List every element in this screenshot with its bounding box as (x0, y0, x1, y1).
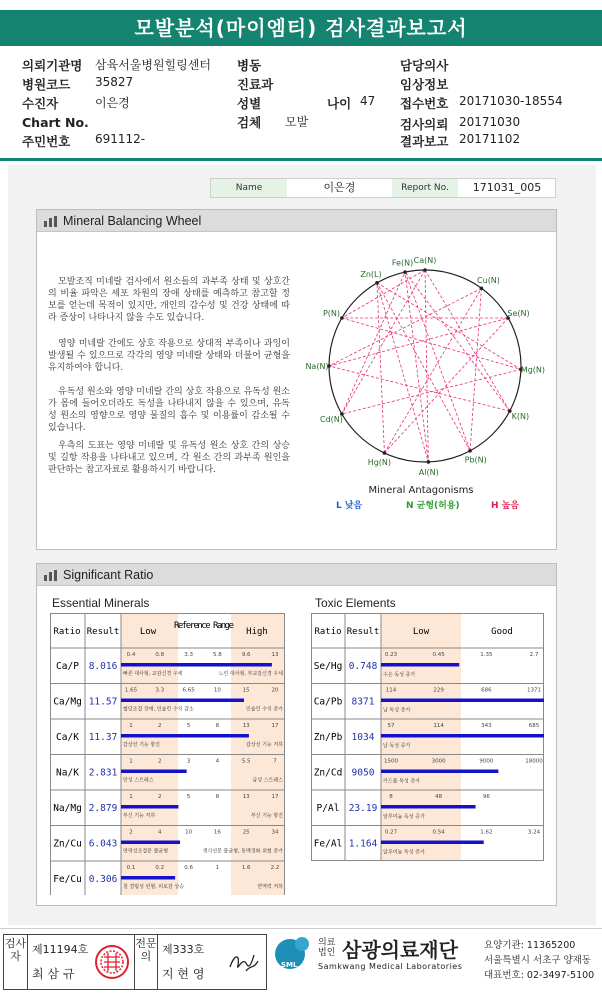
header-value-2: 이은경 (95, 96, 130, 110)
inspector-name: 최 삼 규 (32, 967, 75, 981)
age-value: 47 (360, 94, 376, 108)
mineral-wheel (300, 248, 550, 518)
range-tick: 5 (186, 794, 191, 800)
name-value: 이은경 (323, 181, 356, 194)
range-tick: 1 (129, 794, 133, 800)
header3-value-3: 20171030 (459, 115, 521, 129)
range-tick: 9.6 (241, 652, 251, 658)
col-header: Result (346, 627, 380, 637)
ratio-result: 2.831 (88, 767, 118, 779)
header-label-2: 수진자 (22, 96, 59, 111)
sml-logo-icon (272, 934, 316, 978)
inspector-label: 검사자 (4, 935, 28, 989)
wheel-element-label: Pb(N) (464, 455, 487, 465)
col-header: Good (491, 627, 513, 637)
range-tick: 0.45 (432, 652, 445, 658)
range-tick: 1.65 (124, 687, 138, 694)
range-tick: 9000 (479, 758, 494, 765)
range-tick: 0.1 (126, 865, 136, 871)
ratio-result: 0.306 (88, 874, 118, 885)
col-header: Ratio (314, 627, 342, 637)
range-tick: 2.2 (270, 865, 280, 871)
wheel-node (403, 270, 407, 274)
header2-label-1: 진료과 (237, 77, 274, 92)
wheel-node (468, 449, 472, 453)
result-bar (381, 805, 476, 809)
ratio-name: Se/Hg (313, 661, 343, 672)
wheel-element-label: Cd(N) (320, 415, 343, 424)
low-note: 알루미늄 독성 증가 (383, 814, 425, 820)
result-bar (121, 770, 187, 774)
wheel-node (480, 287, 484, 291)
org-info (484, 938, 602, 983)
range-tick: 1 (129, 758, 133, 765)
ratio-result: 8.016 (88, 661, 118, 672)
header3-label-4: 결과보고 (400, 134, 449, 149)
header3-label-1: 임상정보 (400, 77, 449, 92)
col-header: High (246, 627, 268, 637)
range-tick: 13 (271, 652, 279, 658)
ratio-result: 6.043 (88, 838, 118, 850)
ratio-result: 9050 (351, 767, 375, 779)
wheel-element-label: Fe(N) (391, 258, 414, 268)
ratio-result: 11.57 (88, 696, 118, 708)
wheel-paragraph: 유독성 원소와 영양 미네랄 간의 상호 작용으로 유독성 원소가 몸에 들어오더라도 독성을 나타내지 않을 수 있으며, 유독성 원소의 영향으로 영양 물질의 흡수 및 이용률이 감소될 수 있습니다. (48, 387, 290, 433)
range-tick: 8 (215, 794, 220, 800)
org-english-name: Samkwang Medical Laboratories (318, 962, 463, 971)
low-note: 카드뮴 독성 증가 (383, 778, 420, 785)
wheel-node (340, 316, 344, 320)
report-no-value: 171031_005 (472, 181, 542, 194)
ratio-result: 0.748 (348, 661, 378, 672)
signature-box (3, 934, 267, 990)
ratio-name: Ca/K (56, 732, 79, 743)
wheel-element-label: Ca(N) (413, 256, 437, 265)
header-label-1: 병원코드 (22, 77, 71, 92)
ratio-name: Zn/Cd (313, 767, 343, 779)
range-tick: 13 (242, 723, 250, 729)
range-tick: 8 (389, 794, 393, 800)
range-tick: 3000 (431, 758, 446, 765)
low-note: 갑상선 기능 항진 (123, 742, 160, 748)
toxic-title: Toxic Elements (315, 596, 396, 610)
header-value-0: 삼육서울병원힐링센터 (95, 58, 211, 72)
wheel-element-label: Se(N) (507, 309, 530, 318)
range-tick: 3.3 (155, 687, 165, 694)
name-label: Name (211, 179, 287, 197)
range-tick: 343 (481, 723, 492, 729)
range-tick: 0.23 (384, 652, 398, 658)
ratio-section-header (37, 564, 556, 586)
result-bar (121, 663, 272, 667)
org-info-line: 요양기관: 11365200 (484, 940, 576, 951)
range-tick: 3.24 (527, 829, 541, 836)
range-tick: 1371 (527, 687, 541, 694)
logo-text: SML (281, 961, 298, 969)
range-tick: 3.3 (184, 652, 193, 658)
wheel-element-label: Hg(N) (367, 458, 392, 468)
col-header: Low (412, 627, 430, 637)
range-tick: 114 (385, 687, 397, 694)
inspector-number: 제11194호 (32, 943, 89, 956)
specialist-name: 지 현 영 (162, 967, 205, 981)
age-label: 나이 (327, 96, 352, 111)
low-note: 납 독성 증가 (383, 743, 411, 749)
ratio-name: Fe/Cu (53, 874, 82, 885)
wheel-node (383, 451, 387, 455)
header-value-4: 691112- (95, 132, 146, 146)
wheel-node (423, 268, 427, 272)
ratio-result: 1034 (351, 732, 375, 743)
org-name: 삼광의료재단 (342, 938, 458, 962)
low-note: 철 결핍성 빈혈, 피로감 상승 (123, 884, 185, 890)
range-tick: 1500 (384, 758, 398, 765)
range-tick: 5.5 (241, 758, 251, 765)
essential-minerals-table (50, 613, 285, 895)
high-note: 부신 기능 항진 (250, 813, 283, 819)
footer-divider (0, 928, 602, 929)
range-tick: 2 (158, 723, 162, 729)
ratio-result: 8371 (351, 696, 375, 708)
toxic-elements-table (311, 613, 544, 895)
specialist-label: 전문의 (134, 935, 158, 989)
range-tick: 7 (273, 758, 277, 765)
result-bar (121, 841, 180, 845)
ratio-result: 2.879 (88, 803, 118, 814)
ratio-name: Ca/P (56, 661, 79, 672)
low-note: 납 독성 증가 (383, 707, 411, 714)
wheel-element-label: Mg(N) (520, 365, 546, 375)
header-label-0: 의뢰기관명 (22, 58, 83, 73)
range-tick: 0.54 (432, 829, 445, 836)
range-tick: 10 (213, 687, 221, 694)
wheel-caption: Mineral Antagonisms (368, 485, 474, 496)
name-bar (210, 178, 556, 198)
high-note: 갑상선 기능 저하 (246, 742, 283, 748)
header2-label-0: 병동 (237, 58, 262, 73)
high-note: 급성 스트레스 (252, 777, 283, 784)
range-tick: 2 (129, 829, 133, 836)
range-tick: 5 (186, 723, 191, 729)
high-note: 면역력 저하 (257, 884, 283, 890)
wheel-paragraph: 영양 미네랄 간에도 상호 작용으로 상대적 부족이나 과잉이 발생될 수 있으므로 각각의 영양 미네랄 상태와 더불어 균형을 유지하여야 합니다. (48, 339, 290, 373)
org-info-line: 서울특별시 서초구 양재동 (484, 955, 591, 966)
result-bar (121, 699, 244, 703)
range-tick: 34 (271, 829, 279, 836)
high-note: 인슐린 수치 증가 (246, 706, 283, 713)
header3-value-2: 20171030-18554 (459, 94, 563, 108)
range-tick: 10 (185, 829, 193, 836)
wheel-element-label: Zn(L) (360, 270, 382, 280)
wheel-node (427, 460, 431, 464)
report-no-label: Report No. (392, 179, 458, 197)
wheel-paragraph: 모발조직 미네랄 검사에서 원소들의 과부족 상태 및 상호간의 비율 파악은 세포 차원의 장애 상태를 예측하고 참고할 정보를 얻는데 목적이 있지만, 개인의 감수성 및 건강 상태에 따라 증상이 나타나지 않을 수도 있습니다. (48, 277, 290, 323)
low-note: 빠른 대사형, 교감신경 우세 (123, 671, 183, 677)
range-tick: 685 (528, 723, 540, 729)
low-note: 혈당조절 장애, 인슐린 수치 감소 (123, 706, 194, 713)
wheel-section-title: Mineral Balancing Wheel (63, 214, 202, 228)
low-note: 만성 스트레스 (123, 777, 154, 784)
ratio-name: Zn/Pb (313, 732, 343, 743)
low-note: 알루미늄 독성 증가 (383, 849, 425, 856)
range-tick: 229 (433, 687, 444, 694)
wheel-node (375, 281, 379, 285)
header-label-3: Chart No. (22, 115, 89, 130)
essential-title: Essential Minerals (52, 596, 150, 610)
col-header: Result (86, 627, 120, 637)
signature-icon (226, 947, 262, 979)
ratio-name: P/Al (316, 803, 340, 814)
low-note: 수은 독성 증가 (383, 672, 416, 678)
range-tick: 686 (481, 687, 492, 694)
range-tick: 1.35 (480, 652, 493, 658)
result-bar (381, 663, 459, 667)
ratio-name: Na/Mg (53, 803, 82, 814)
range-tick: 17 (271, 794, 279, 800)
wheel-element-label: Al(N) (418, 467, 439, 477)
ratio-result: 1.164 (348, 838, 378, 850)
ratio-result: 11.37 (88, 732, 118, 743)
ratio-name: Na/K (56, 767, 79, 779)
range-tick: 0.27 (384, 829, 398, 836)
range-tick: 48 (435, 794, 443, 800)
ratio-name: Fe/Al (313, 838, 343, 850)
wheel-element-label: P(N) (322, 309, 341, 318)
header3-label-3: 검사의뢰 (400, 117, 449, 132)
bar-chart-icon (44, 570, 57, 581)
header2-value-3: 모발 (285, 115, 309, 129)
range-tick: 1.62 (480, 829, 493, 836)
bar-chart-icon (44, 216, 57, 227)
range-tick: 0.4 (126, 652, 136, 658)
range-tick: 5.8 (213, 652, 222, 658)
range-tick: 25 (242, 829, 250, 836)
range-tick: 57 (387, 723, 395, 729)
wheel-element-label: Cu(N) (477, 276, 500, 286)
org-info-line: 대표번호: 02-3497-5100 (484, 970, 595, 981)
result-bar (121, 734, 249, 738)
range-tick: 8 (215, 723, 220, 729)
col-header-reference: Reference Range (174, 621, 234, 631)
range-tick: 17 (271, 723, 279, 729)
range-tick: 18000 (525, 758, 543, 765)
low-note: 면역성조절문 불균형 (123, 848, 169, 855)
header3-value-4: 20171102 (459, 132, 521, 146)
range-tick: 114 (433, 723, 444, 729)
result-bar (381, 770, 498, 774)
header2-label-2: 성별 (237, 96, 262, 111)
wheel-paragraph: 우측의 도표는 영양 미네랄 및 유독성 원소 상호 간의 상승 및 길항 작용을 나타내고 있으며, 각 원소 간의 과부족 원인을 판단하는 참고자료로 활용하시기 바랍니다. (48, 441, 290, 475)
ratio-name: Zn/Cu (53, 838, 82, 850)
ratio-section-title: Significant Ratio (63, 568, 154, 582)
low-note: 부신 기능 저하 (123, 813, 156, 819)
result-bar (121, 876, 175, 880)
range-tick: 16 (213, 829, 221, 836)
range-tick: 2.7 (529, 652, 539, 658)
ratio-name: Ca/Pb (313, 696, 343, 708)
range-tick: 0.6 (184, 865, 193, 871)
wheel-element-label: Na(N) (305, 362, 329, 371)
high-note: 느린 대사형, 부교감신경 우세 (218, 671, 283, 677)
specialist-number: 제333호 (162, 943, 205, 956)
range-tick: 1 (129, 723, 133, 729)
legend-item: L 낮음 (336, 501, 363, 511)
col-header: Low (139, 627, 157, 637)
range-tick: 1 (215, 865, 220, 871)
header3-label-2: 접수번호 (400, 96, 449, 111)
high-note: 생식선문 불균형, 동맥경화 위험 증가 (202, 848, 283, 855)
result-bar (121, 805, 178, 809)
header-label-4: 주민번호 (22, 134, 71, 149)
legend-item: N 균형(허용) (406, 501, 460, 511)
legend-item: H 높음 (491, 501, 520, 511)
header2-label-3: 검체 (237, 115, 262, 130)
ratio-result: 23.19 (348, 803, 378, 814)
result-bar (381, 734, 544, 738)
result-bar (381, 699, 544, 703)
range-tick: 1.6 (241, 865, 251, 871)
range-tick: 96 (482, 794, 490, 800)
col-header: Ratio (53, 627, 81, 637)
seal-stamp-icon (94, 943, 130, 981)
header-divider (0, 158, 602, 161)
header3-label-0: 담당의사 (400, 58, 449, 73)
range-tick: 13 (242, 794, 250, 800)
range-tick: 3 (186, 758, 191, 765)
range-tick: 6.65 (182, 687, 195, 694)
wheel-section-header (37, 210, 556, 232)
range-tick: 20 (271, 687, 279, 694)
range-tick: 2 (158, 758, 162, 765)
range-tick: 4 (158, 829, 162, 836)
header-value-1: 35827 (95, 75, 134, 89)
report-title: 모발분석(마이엠티) 검사결과보고서 (0, 10, 602, 46)
range-tick: 15 (242, 687, 250, 694)
result-bar (381, 841, 484, 845)
org-type: 의료법인 (318, 938, 336, 958)
range-tick: 4 (215, 758, 220, 765)
wheel-element-label: K(N) (511, 411, 530, 421)
ratio-name: Ca/Mg (53, 696, 82, 708)
range-tick: 0.2 (155, 865, 165, 871)
range-tick: 0.8 (155, 652, 165, 658)
range-tick: 2 (158, 794, 162, 800)
